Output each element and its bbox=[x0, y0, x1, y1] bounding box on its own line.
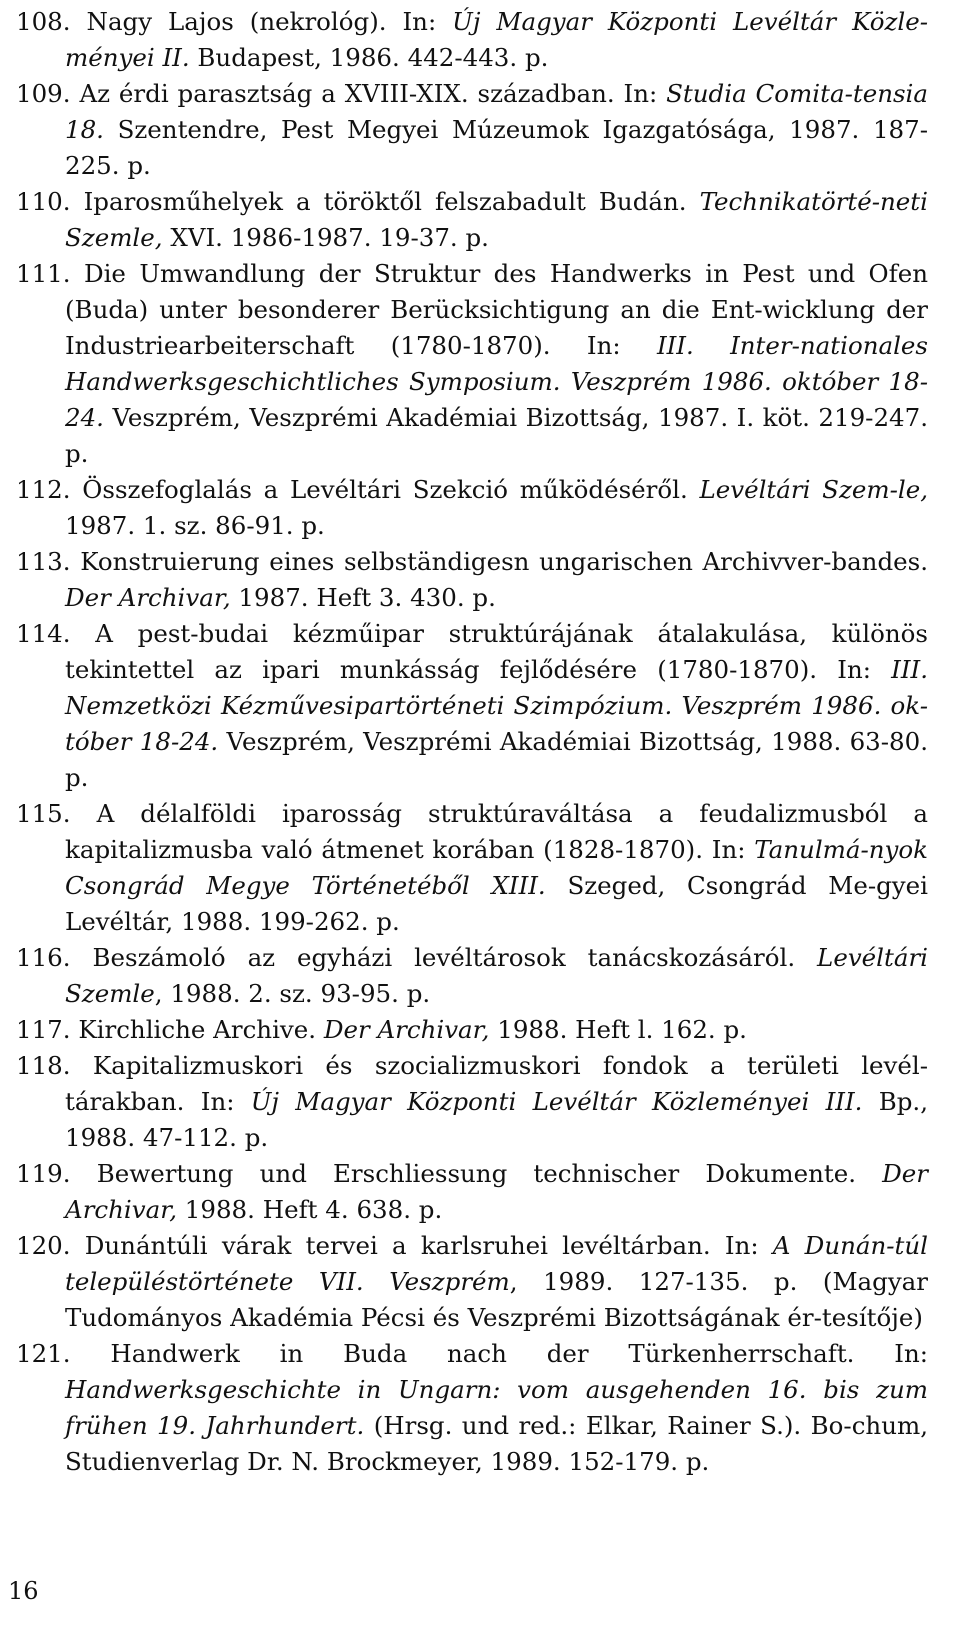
entry-number: 119. bbox=[16, 1159, 71, 1188]
entry-title-italic: Studia Comita-tensia 18. bbox=[65, 79, 928, 144]
bibliography-entry bbox=[16, 1156, 928, 1228]
entry-text: Beszámoló az egyházi levéltárosok tanácskozásáról. bbox=[70, 943, 818, 972]
entry-number: 113. bbox=[16, 547, 71, 576]
entry-text: Szentendre, Pest Megyei Múzeumok Igazgatósága, 1987. 187-225. p. bbox=[65, 115, 928, 180]
entry-number: 117. bbox=[16, 1015, 71, 1044]
entry-text: Handwerk in Buda nach der Türkenherrschaft. In: bbox=[70, 1339, 928, 1368]
bibliography-entry bbox=[16, 544, 928, 616]
entry-number: 121. bbox=[16, 1339, 71, 1368]
page-number: 16 bbox=[8, 1577, 39, 1605]
entry-text: 1988. Heft l. 162. p. bbox=[489, 1015, 747, 1044]
entry-number: 118. bbox=[16, 1051, 71, 1080]
bibliography-entry bbox=[16, 796, 928, 940]
entry-text: Iparosműhelyek a töröktől felszabadult Budán. bbox=[70, 187, 700, 216]
entry-text: XVI. 1986-1987. 19-37. p. bbox=[162, 223, 489, 252]
entry-text: Die Umwandlung der Struktur des Handwerks in Pest und Ofen (Buda) unter besonderer Berücksichtigung an die Ent-wicklung der Industriearbeiterschaft (1780-1870). In: bbox=[65, 259, 928, 360]
entry-text: Dunántúli várak tervei a karlsruhei levéltárban. In: bbox=[70, 1231, 773, 1260]
entry-text: , 1988. 2. sz. 93-95. p. bbox=[154, 979, 431, 1008]
entry-text: 1988. Heft 4. 638. p. bbox=[177, 1195, 443, 1224]
entry-text: Veszprém, Veszprémi Akadémiai Bizottság, 1987. I. köt. 219-247. p. bbox=[65, 403, 928, 468]
entry-title-italic: Technikatörté-neti Szemle, bbox=[65, 187, 928, 252]
entry-text: Az érdi parasztság a XVIII-XIX. században. In: bbox=[70, 79, 667, 108]
entry-text: Nagy Lajos (nekrológ). In: bbox=[70, 7, 453, 36]
entry-text: Kapitalizmuskori és szocializmuskori fondok a területi levél-tárakban. In: bbox=[65, 1051, 928, 1116]
entry-title-italic: III. Inter-nationales Handwerksgeschichtliches Symposium. Veszprém 1986. október 18-24. bbox=[65, 331, 928, 432]
entry-title-italic: Der Archivar, bbox=[65, 583, 231, 612]
entry-title-italic: Handwerksgeschichte in Ungarn: vom ausgehenden 16. bis zum frühen 19. Jahrhundert. bbox=[65, 1375, 928, 1440]
bibliography-entry bbox=[16, 1228, 928, 1336]
entry-number: 115. bbox=[16, 799, 71, 828]
bibliography-list bbox=[16, 4, 928, 1480]
entry-text: Bewertung und Erschliessung technischer Dokumente. bbox=[70, 1159, 883, 1188]
entry-title-italic: Levéltári Szem-le, bbox=[699, 475, 928, 504]
entry-text: Bp., 1988. 47-112. p. bbox=[65, 1087, 928, 1152]
entry-text: A pest-budai kézműipar struktúrájának átalakulása, különös tekintettel az ipari munkásság fejlődésére (1780-1870). In: bbox=[65, 619, 928, 684]
bibliography-entry bbox=[16, 940, 928, 1012]
entry-text: Budapest, 1986. 442-443. p. bbox=[189, 43, 549, 72]
entry-title-italic: A Dunán-túl településtörténete VII. Veszprém bbox=[65, 1231, 928, 1296]
entry-title-italic: Der Archivar, bbox=[65, 1159, 928, 1224]
entry-text: Kirchliche Archive. bbox=[70, 1015, 324, 1044]
bibliography-entry bbox=[16, 184, 928, 256]
bibliography-entry bbox=[16, 1048, 928, 1156]
entry-text: 1987. 1. sz. 86-91. p. bbox=[65, 511, 325, 540]
entry-number: 120. bbox=[16, 1231, 71, 1260]
entry-number: 111. bbox=[16, 259, 71, 288]
entry-number: 114. bbox=[16, 619, 71, 648]
entry-text: Veszprém, Veszprémi Akadémiai Bizottság, 1988. 63-80. p. bbox=[65, 727, 928, 792]
entry-number: 108. bbox=[16, 7, 71, 36]
entry-text: A délalföldi iparosság struktúraváltása a feudalizmusból a kapitalizmusba való átmenet korában (1828-1870). In: bbox=[65, 799, 928, 864]
bibliography-entry bbox=[16, 256, 928, 472]
entry-title-italic: Új Magyar Központi Levéltár Közle-ményei II. bbox=[65, 7, 928, 72]
entry-title-italic: III. Nemzetközi Kézművesipartörténeti Szimpózium. Veszprém 1986. ok-tóber 18-24. bbox=[65, 655, 928, 756]
entry-title-italic: Der Archivar, bbox=[323, 1015, 490, 1044]
bibliography-entry bbox=[16, 1336, 928, 1480]
entry-text: , 1989. 127-135. p. (Magyar Tudományos Akadémia Pécsi és Veszprémi Bizottságának ér-tesítője) bbox=[65, 1267, 928, 1332]
bibliography-entry bbox=[16, 76, 928, 184]
entry-number: 110. bbox=[16, 187, 71, 216]
entry-text: (Hrsg. und red.: Elkar, Rainer S.). Bo-chum, Studienverlag Dr. N. Brockmeyer, 1989. 152-179. p. bbox=[65, 1411, 928, 1476]
entry-title-italic: Levéltári Szemle bbox=[65, 943, 928, 1008]
bibliography-entry bbox=[16, 616, 928, 796]
entry-text: 1987. Heft 3. 430. p. bbox=[230, 583, 496, 612]
entry-title-italic: Új Magyar Központi Levéltár Közleményei III. bbox=[250, 1087, 863, 1116]
bibliography-entry bbox=[16, 1012, 928, 1048]
entry-title-italic: Tanulmá-nyok Csongrád Megye Történetéből XIII. bbox=[65, 835, 928, 900]
entry-text: Szeged, Csongrád Me-gyei Levéltár, 1988. 199-262. p. bbox=[65, 871, 928, 936]
entry-number: 109. bbox=[16, 79, 71, 108]
entry-text: Konstruierung eines selbständigesn ungarischen Archivver-bandes. bbox=[70, 547, 928, 576]
entry-number: 116. bbox=[16, 943, 71, 972]
bibliography-entry bbox=[16, 4, 928, 76]
entry-number: 112. bbox=[16, 475, 71, 504]
bibliography-entry bbox=[16, 472, 928, 544]
entry-text: Összefoglalás a Levéltári Szekció működéséről. bbox=[70, 475, 700, 504]
